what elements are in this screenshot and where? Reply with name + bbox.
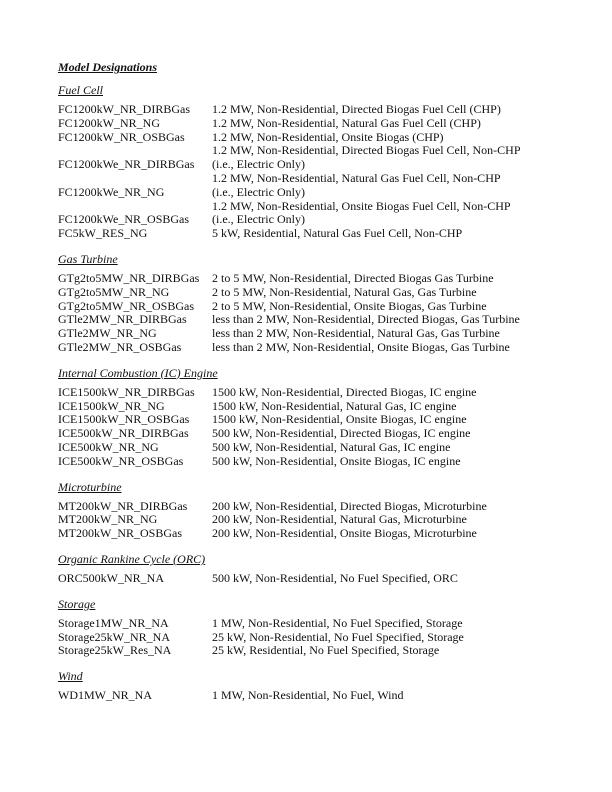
model-code: FC1200kW_NR_NG (58, 115, 161, 130)
designation-row (58, 689, 558, 703)
model-code: FC1200kWe_NR_DIRBGas (58, 157, 195, 172)
section-heading: Storage (58, 596, 96, 611)
model-description: (i.e., Electric Only) (212, 212, 305, 227)
section-gas-turbine (58, 252, 558, 355)
model-description: less than 2 MW, Non-Residential, Onsite Biogas, Gas Turbine (212, 339, 510, 354)
designation-row (58, 644, 558, 658)
model-description: 1500 kW, Non-Residential, Onsite Biogas, IC engine (212, 412, 467, 427)
section-heading: Microturbine (58, 479, 122, 494)
model-description: 1 MW, Non-Residential, No Fuel, Wind (212, 688, 404, 703)
model-code: MT200kW_NR_DIRBGas (58, 498, 188, 513)
model-code: ICE500kW_NR_DIRBGas (58, 426, 189, 441)
designation-row (58, 144, 558, 158)
designation-row (58, 227, 558, 241)
designation-row (58, 117, 558, 131)
model-code (58, 200, 212, 214)
designation-row (58, 455, 558, 469)
model-description: 25 kW, Residential, No Fuel Specified, Storage (212, 643, 440, 658)
designation-row (58, 413, 558, 427)
model-description: (i.e., Electric Only) (212, 157, 305, 172)
designation-row (58, 527, 558, 541)
model-code: MT200kW_NR_OSBGas (58, 526, 183, 541)
model-description: 1.2 MW, Non-Residential, Natural Gas Fuel Cell (CHP) (212, 115, 481, 130)
model-description: 2 to 5 MW, Non-Residential, Onsite Biogas, Gas Turbine (212, 298, 487, 313)
model-description: 1500 kW, Non-Residential, Natural Gas, IC engine (212, 398, 457, 413)
section-heading: Internal Combustion (IC) Engine (58, 365, 218, 380)
designation-row (58, 513, 558, 527)
model-description: 1.2 MW, Non-Residential, Onsite Biogas Fuel Cell, Non-CHP (212, 198, 511, 213)
model-code: FC1200kW_NR_DIRBGas (58, 102, 191, 116)
section-fuel-cell (58, 83, 558, 241)
model-description: 1.2 MW, Non-Residential, Directed Biogas Fuel Cell (CHP) (212, 102, 501, 116)
section-heading: Wind (58, 669, 83, 684)
designation-row (58, 313, 558, 327)
model-code (58, 144, 212, 158)
designation-row (58, 500, 558, 514)
model-description: 200 kW, Non-Residential, Natural Gas, Microturbine (212, 512, 467, 527)
designation-row (58, 300, 558, 314)
designation-row (58, 631, 558, 645)
designation-row (58, 286, 558, 300)
designation-row (58, 427, 558, 441)
designation-row (58, 103, 558, 117)
model-code: Storage25kW_NR_NA (58, 629, 170, 644)
model-description: (i.e., Electric Only) (212, 184, 305, 199)
document-page (58, 60, 558, 714)
designation-row (58, 441, 558, 455)
model-code: GTle2MW_NR_OSBGas (58, 339, 182, 354)
model-code: GTle2MW_NR_DIRBGas (58, 312, 187, 327)
model-description: 1.2 MW, Non-Residential, Onsite Biogas (CHP) (212, 129, 444, 144)
designation-row-continuation (58, 186, 558, 200)
model-description: 5 kW, Residential, Natural Gas Fuel Cell, Non-CHP (212, 226, 463, 241)
model-description: 500 kW, Non-Residential, No Fuel Specified, ORC (212, 570, 458, 585)
designation-row (58, 400, 558, 414)
section-wind (58, 669, 558, 703)
model-code: ICE1500kW_NR_DIRBGas (58, 384, 195, 399)
designation-row (58, 572, 558, 586)
designation-row (58, 172, 558, 186)
model-description: 500 kW, Non-Residential, Onsite Biogas, IC engine (212, 453, 461, 468)
model-code: MT200kW_NR_NG (58, 512, 158, 527)
designation-row-continuation (58, 213, 558, 227)
model-code: Storage25kW_Res_NA (58, 643, 172, 658)
model-description: 25 kW, Non-Residential, No Fuel Specified, Storage (212, 629, 464, 644)
model-code: GTle2MW_NR_NG (58, 326, 157, 341)
model-code: GTg2to5MW_NR_DIRBGas (58, 270, 200, 285)
model-code: GTg2to5MW_NR_OSBGas (58, 298, 195, 313)
section-storage (58, 597, 558, 658)
model-description: 500 kW, Non-Residential, Directed Biogas, IC engine (212, 426, 471, 441)
model-description: 1.2 MW, Non-Residential, Directed Biogas Fuel Cell, Non-CHP (212, 143, 521, 158)
designation-row-continuation (58, 158, 558, 172)
model-description: 2 to 5 MW, Non-Residential, Directed Biogas Gas Turbine (212, 270, 494, 285)
model-code: FC5kW_RES_NG (58, 226, 148, 241)
section-heading: Fuel Cell (58, 83, 103, 97)
designation-row (58, 386, 558, 400)
model-code (58, 172, 212, 186)
model-code: ORC500kW_NR_NA (58, 570, 165, 585)
model-description: 1 MW, Non-Residential, No Fuel Specified, Storage (212, 615, 463, 630)
designation-row (58, 617, 558, 631)
designation-row (58, 131, 558, 145)
model-description: less than 2 MW, Non-Residential, Directed Biogas, Gas Turbine (212, 312, 520, 327)
model-code: FC1200kW_NR_OSBGas (58, 129, 185, 144)
designation-row (58, 272, 558, 286)
section-heading: Gas Turbine (58, 251, 118, 266)
section-microturbine (58, 480, 558, 541)
sections-container (58, 83, 558, 703)
model-description: 500 kW, Non-Residential, Natural Gas, IC engine (212, 439, 451, 454)
model-code: ICE500kW_NR_NG (58, 439, 159, 454)
model-code: ICE500kW_NR_OSBGas (58, 453, 184, 468)
model-code: Storage1MW_NR_NA (58, 615, 169, 630)
model-description: 200 kW, Non-Residential, Onsite Biogas, Microturbine (212, 526, 477, 541)
model-code: ICE1500kW_NR_OSBGas (58, 412, 190, 427)
model-description: 2 to 5 MW, Non-Residential, Natural Gas, Gas Turbine (212, 284, 477, 299)
model-code: ICE1500kW_NR_NG (58, 398, 165, 413)
model-description: less than 2 MW, Non-Residential, Natural Gas, Gas Turbine (212, 326, 500, 341)
model-description: 200 kW, Non-Residential, Directed Biogas, Microturbine (212, 498, 487, 513)
model-code: WD1MW_NR_NA (58, 688, 152, 703)
designation-row (58, 200, 558, 214)
model-description: 1500 kW, Non-Residential, Directed Biogas, IC engine (212, 384, 477, 399)
designation-row (58, 341, 558, 355)
model-code: GTg2to5MW_NR_NG (58, 284, 170, 299)
designation-row (58, 327, 558, 341)
section-heading: Organic Rankine Cycle (ORC) (58, 551, 206, 566)
model-description: 1.2 MW, Non-Residential, Natural Gas Fuel Cell, Non-CHP (212, 170, 501, 185)
model-code: FC1200kWe_NR_NG (58, 184, 165, 199)
page-title: Model Designations (58, 60, 158, 74)
section-internal-combustion-ic-engine (58, 366, 558, 469)
model-code: FC1200kWe_NR_OSBGas (58, 212, 190, 227)
section-organic-rankine-cycle-orc (58, 552, 558, 586)
